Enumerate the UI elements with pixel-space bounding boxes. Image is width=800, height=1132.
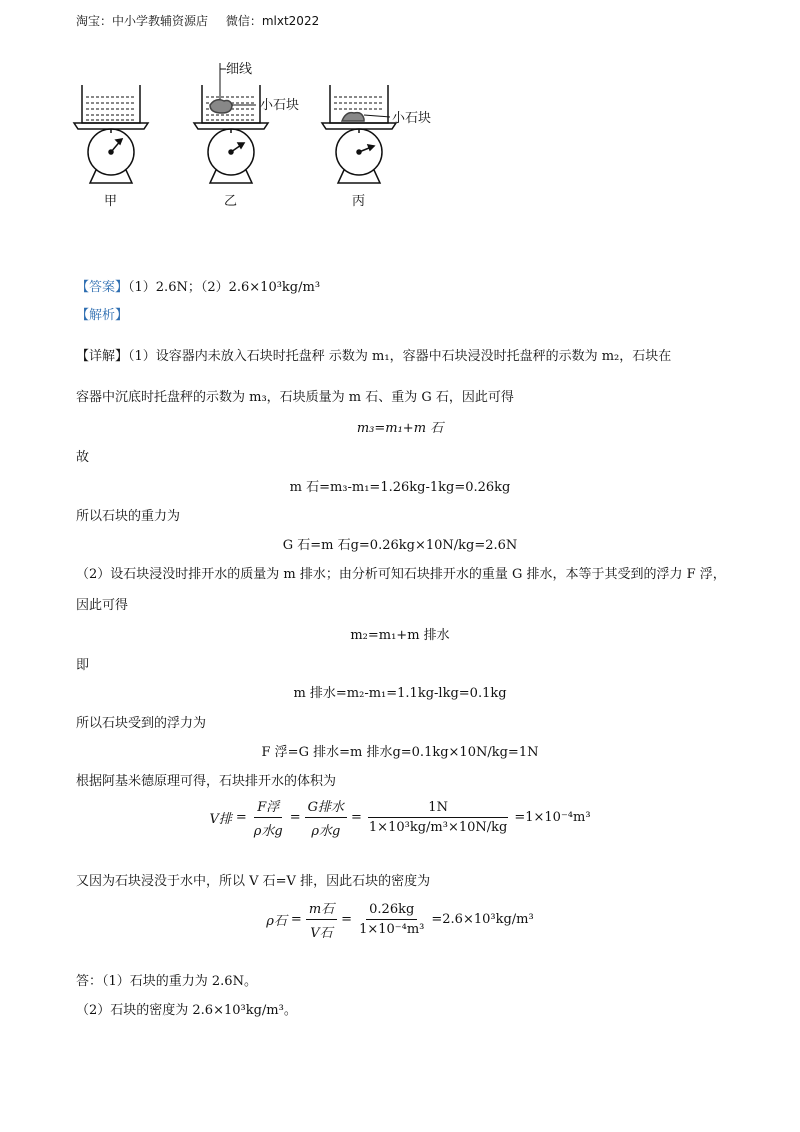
eq8-fraction-2: $\frac{0.26kg}{\text{1×10⁻⁴m³}}$: [359, 902, 425, 937]
detail-paragraph-1b: 容器中沉底时托盘秤的示数为 m₃，石块质量为 m 石、重为 G 石，因此可得: [76, 390, 514, 405]
eq7-result: =1×10⁻⁴m³: [514, 810, 591, 825]
label-jia: 甲: [104, 194, 118, 209]
analysis-tag: 【解析】: [76, 308, 129, 323]
detail-paragraph-5: 根据阿基米德原理可得，石块排开水的体积为: [76, 774, 337, 789]
label-thread: 细线: [226, 62, 253, 77]
label-bing: 丙: [352, 194, 366, 209]
header-wechat: 微信：mlxt2022: [225, 14, 320, 28]
eq8-fraction-1: $\frac{\text{m石}}{\text{V石}}$: [306, 898, 337, 941]
detail-paragraph-2: 所以石块的重力为: [76, 509, 181, 524]
detail-paragraph-3b: 因此可得: [76, 598, 129, 613]
equation-1: m₃=m₁+m 石: [356, 421, 444, 436]
scale-jia: [74, 85, 148, 183]
conclusion-1: 答：（1）石块的重力为 2.6N。: [76, 974, 257, 989]
detail-tag: 【详解】: [76, 349, 129, 364]
answer-text: （1）2.6N；（2）2.6×10³kg/m³: [128, 280, 321, 295]
equation-6: F 浮=G 排水=m 排水g=0.1kg×10N/kg=1N: [261, 745, 539, 760]
label-yi: 乙: [224, 194, 238, 209]
label-stone-bing: 小石块: [392, 111, 432, 126]
equation-2: m 石=m₃-m₁=1.26kg-1kg=0.26kg: [289, 480, 511, 495]
eq7-fraction-1: $\frac{\text{F浮}}{\text{ρ水g}}$: [251, 796, 286, 839]
equation-7: V排 = $\frac{\text{F浮}}{\text{ρ水g}}$ = $\frac{\text{G排水}}{\text{ρ水g}}$ = $\frac{1N}{\text{1×10³kg/m³×10N/kg}}$ =1×10⁻⁴m³: [0, 796, 800, 839]
equation-4: m₂=m₁+m 排水: [350, 628, 450, 643]
eq7-fraction-2: $\frac{\text{G排水}}{\text{ρ水g}}$: [305, 796, 347, 839]
detail-paragraph-4: 所以石块受到的浮力为: [76, 716, 207, 731]
detail-paragraph-3a: （2）设石块浸没时排开水的质量为 m 排水；由分析可知石块排开水的重量 G 排水，本等于其受到的浮力 F 浮，: [76, 567, 726, 582]
scale-bing: [322, 85, 396, 183]
equation-3: G 石=m 石g=0.26kg×10N/kg=2.6N: [282, 538, 518, 553]
equation-5: m 排水=m₂-m₁=1.1kg-lkg=0.1kg: [293, 686, 507, 701]
text-gu: 故: [76, 450, 90, 465]
answer-line: [76, 276, 320, 295]
analysis-line: [76, 304, 128, 323]
answer-tag: 【答案】: [76, 280, 129, 295]
label-stone-yi: 小石块: [260, 98, 300, 113]
page-header: [76, 12, 319, 29]
eq7-fraction-3: $\frac{1N}{\text{1×10³kg/m³×10N/kg}}$: [368, 800, 508, 835]
detail-paragraph-6: 又因为石块浸没于水中，所以 V 石=V 排，因此石块的密度为: [76, 874, 431, 889]
text-ji: 即: [76, 658, 90, 673]
equation-8: ρ石 = $\frac{\text{m石}}{\text{V石}}$ = $\frac{0.26kg}{\text{1×10⁻⁴m³}}$ =2.6×10³kg/m³: [0, 898, 800, 941]
scales-figure: [60, 55, 480, 215]
eq8-result: =2.6×10³kg/m³: [431, 912, 534, 927]
eq7-lhs: V排: [209, 812, 232, 827]
header-shop: 淘宝：中小学教辅资源店: [76, 14, 209, 28]
eq8-lhs: ρ石: [266, 914, 287, 929]
scale-yi: [194, 63, 268, 183]
detail-paragraph-1a: 【详解】（1）设容器内未放入石块时托盘秤 示数为 m₁，容器中石块浸没时托盘秤的示数为 m₂，石块在: [76, 349, 672, 364]
conclusion-2: （2）石块的密度为 2.6×10³kg/m³。: [76, 1003, 297, 1018]
